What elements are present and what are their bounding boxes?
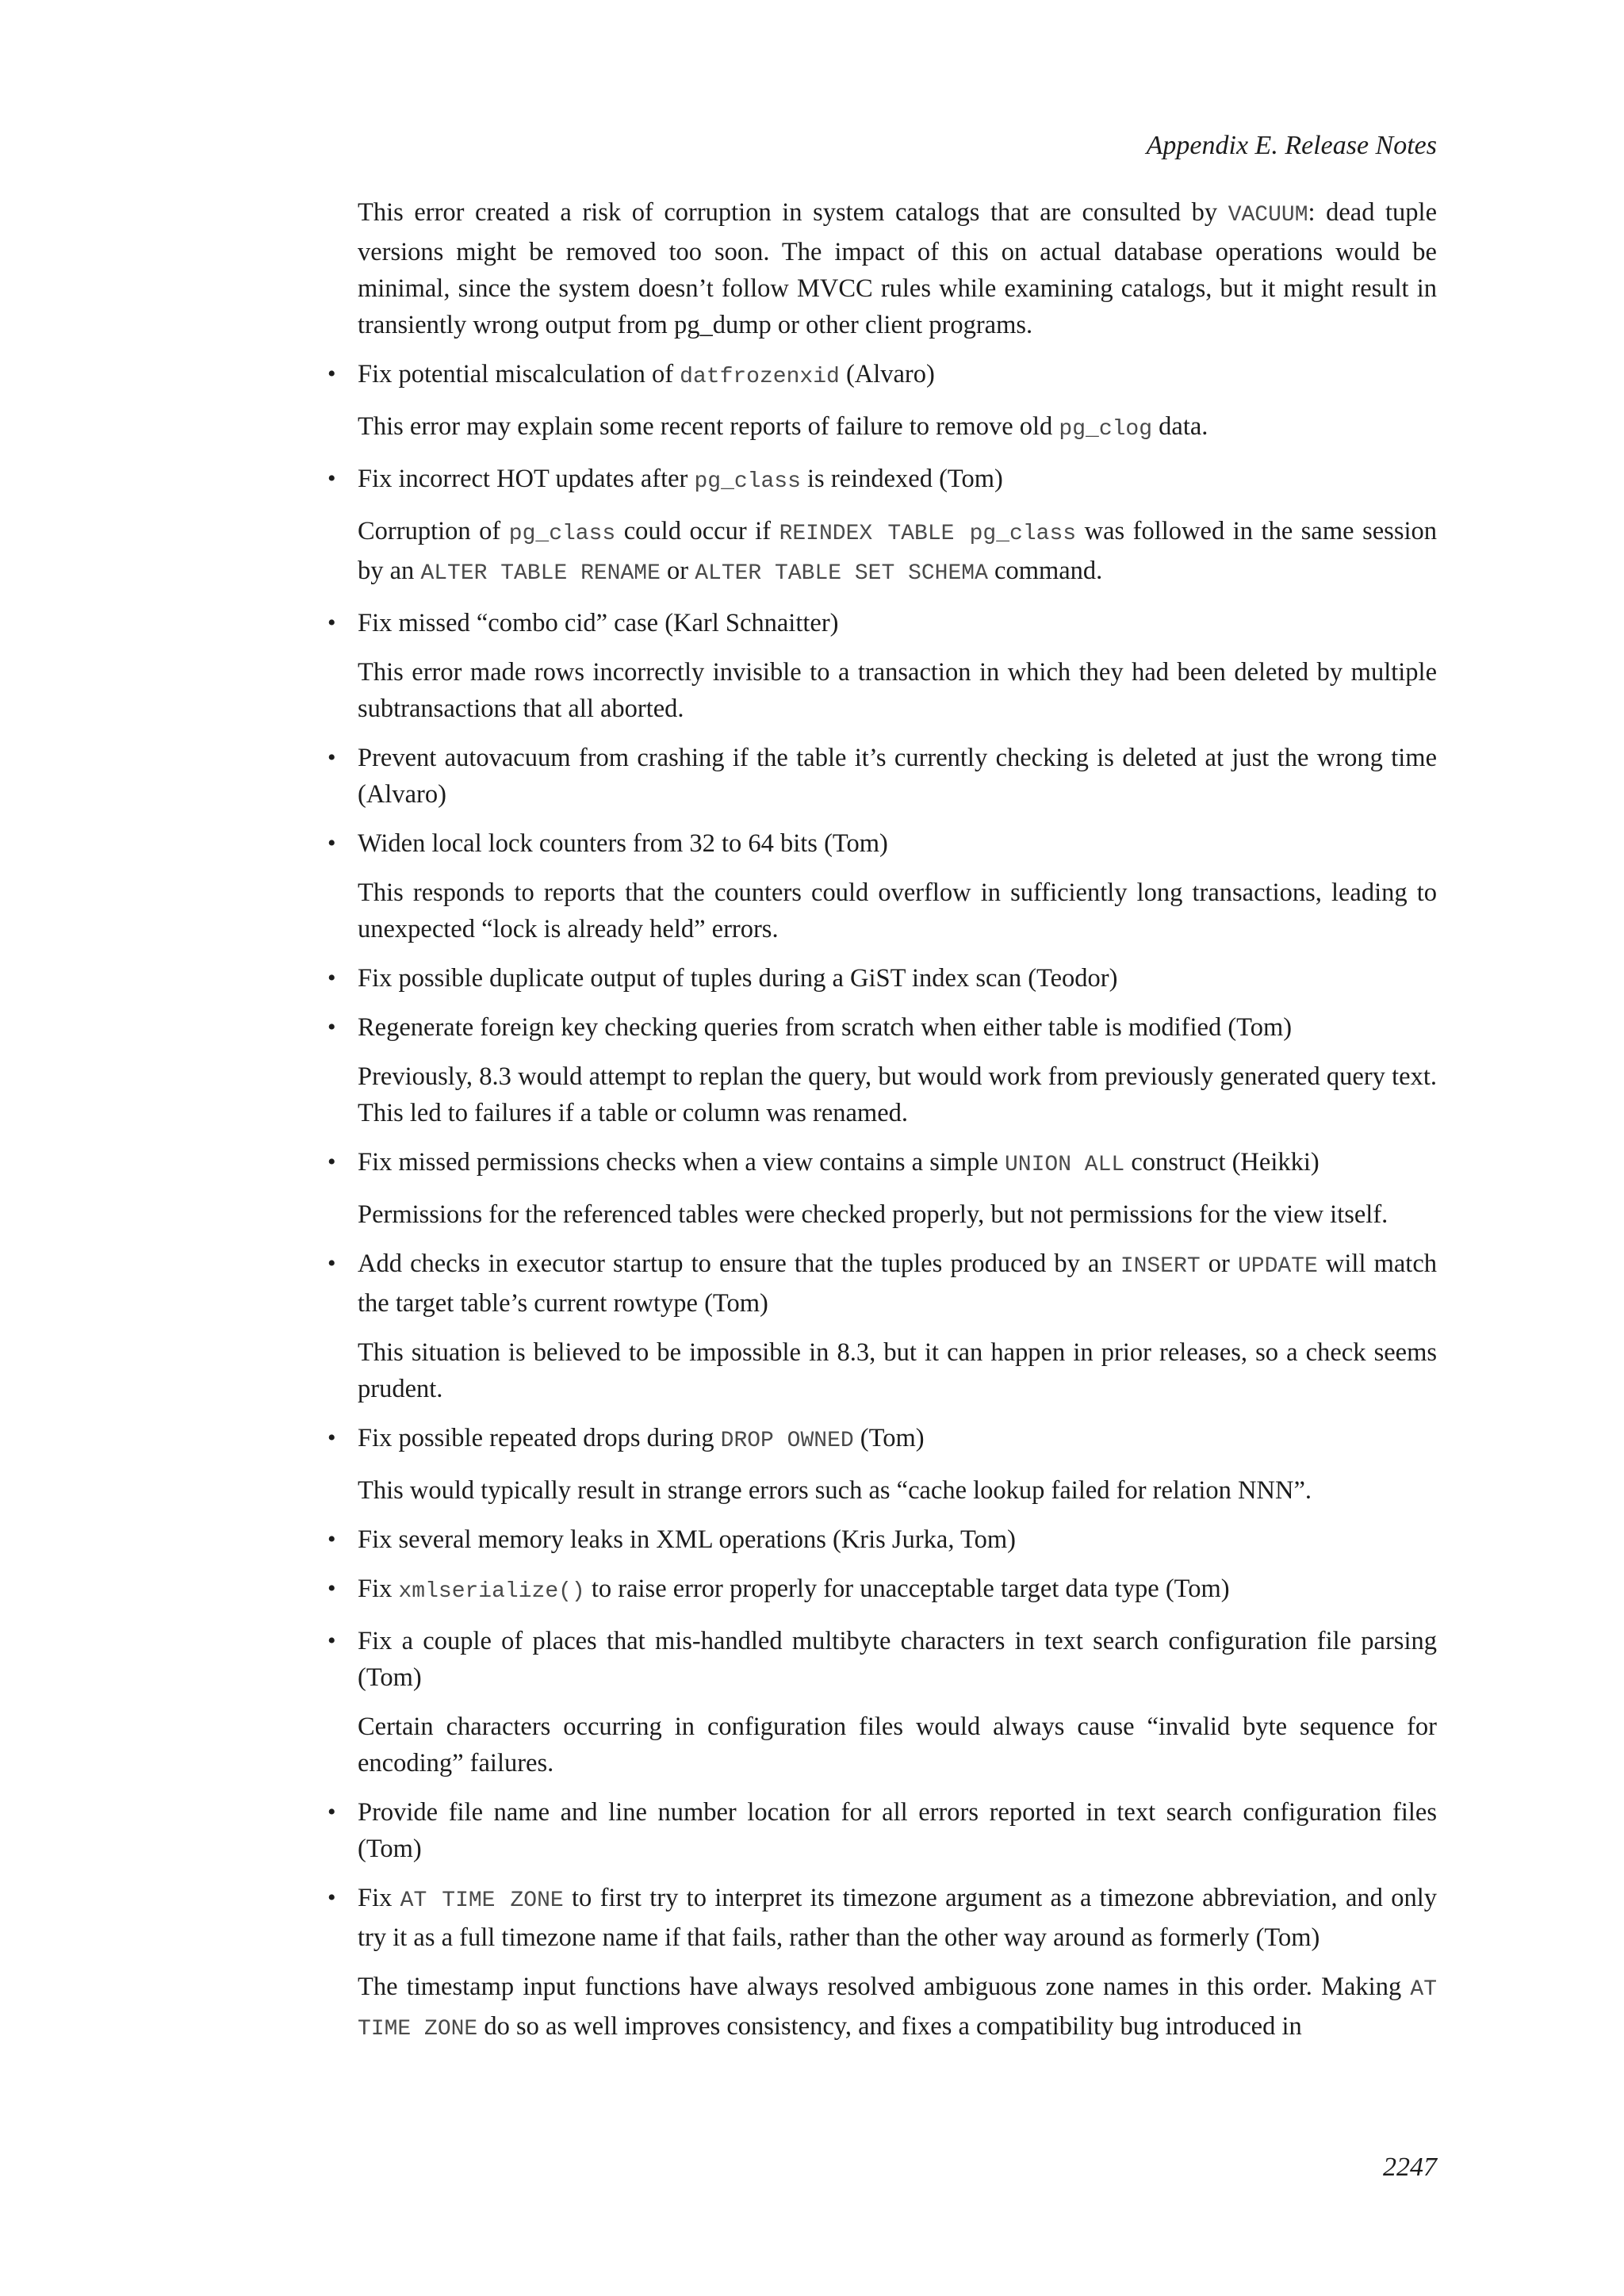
bullet-icon: • bbox=[327, 1526, 336, 1552]
text: : dead tuple versions might be removed too soon. The impact of this on actual database operations would be minimal, since the system doesn’t follow MVCC rules while examining catalogs, but it might result in transiently wrong output from pg_dump or other client programs. bbox=[358, 198, 1437, 339]
list-item bbox=[327, 1246, 1438, 1322]
list-item bbox=[327, 605, 1437, 641]
code-literal: ALTER TABLE SET SCHEMA bbox=[695, 561, 988, 586]
list-item bbox=[327, 1880, 1437, 1956]
text: Fix a couple of places that mis-handled multibyte characters in text search configuration file parsing (Tom) bbox=[358, 1627, 1437, 1692]
text: could occur if bbox=[615, 517, 779, 545]
bullet-icon: • bbox=[327, 361, 336, 387]
code-literal: pg_class bbox=[694, 469, 801, 494]
text: This error may explain some recent reports of failure to remove old bbox=[358, 412, 1059, 441]
paragraph bbox=[358, 1969, 1437, 2048]
code-literal: VACUUM bbox=[1228, 203, 1308, 228]
paragraph bbox=[358, 513, 1437, 592]
text: will match the target table’s current rowtype (Tom) bbox=[358, 1249, 1438, 1318]
list-item bbox=[327, 1144, 1437, 1184]
text: is reindexed (Tom) bbox=[800, 465, 1003, 493]
paragraph bbox=[358, 1196, 1437, 1233]
list-item bbox=[327, 1521, 1437, 1558]
paragraph bbox=[358, 1058, 1437, 1131]
bullet-icon: • bbox=[327, 1885, 336, 1911]
text: Prevent autovacuum from crashing if the table it’s currently checking is deleted at just the wrong time (Alvaro) bbox=[358, 744, 1437, 809]
text: or bbox=[660, 557, 695, 585]
list-item bbox=[327, 1571, 1437, 1610]
text: Fix several memory leaks in XML operations (Kris Jurka, Tom) bbox=[358, 1525, 1016, 1554]
list-item bbox=[327, 1420, 1437, 1460]
text: Widen local lock counters from 32 to 64 bits (Tom) bbox=[358, 829, 888, 858]
list-item bbox=[327, 1009, 1437, 1046]
bullet-icon: • bbox=[327, 610, 336, 636]
text: This error created a risk of corruption in system catalogs that are consulted by bbox=[358, 198, 1228, 227]
bullet-icon: • bbox=[327, 830, 336, 856]
paragraph bbox=[358, 408, 1437, 448]
bullet-icon: • bbox=[327, 1628, 336, 1654]
text: Fix bbox=[358, 1575, 399, 1603]
bullet-icon: • bbox=[327, 465, 336, 492]
bullet-icon: • bbox=[327, 744, 336, 771]
code-literal: xmlserialize() bbox=[398, 1579, 585, 1604]
text: Corruption of bbox=[358, 517, 509, 545]
list-item bbox=[327, 1623, 1437, 1696]
text: data. bbox=[1152, 412, 1208, 441]
list-item bbox=[327, 461, 1437, 500]
text: Previously, 8.3 would attempt to replan the query, but would work from previously generated query text. This led to failures if a table or column was renamed. bbox=[358, 1062, 1437, 1127]
text: Fix possible duplicate output of tuples during a GiST index scan (Teodor) bbox=[358, 964, 1118, 993]
text: Regenerate foreign key checking queries from scratch when either table is modified (Tom) bbox=[358, 1013, 1293, 1042]
code-literal: INSERT bbox=[1120, 1254, 1201, 1279]
text: This would typically result in strange errors such as “cache lookup failed for relation NNN”. bbox=[358, 1476, 1312, 1505]
text: was followed in the same session by an bbox=[358, 517, 1437, 585]
page-number: 2247 bbox=[1383, 2152, 1437, 2182]
text: The timestamp input functions have always resolved ambiguous zone names in this order. Making bbox=[358, 1973, 1411, 2001]
text: This error made rows incorrectly invisible to a transaction in which they had been deleted by multiple subtransactions that all aborted. bbox=[358, 658, 1437, 723]
running-header: Appendix E. Release Notes bbox=[1146, 131, 1437, 160]
list-item bbox=[327, 1794, 1437, 1867]
code-literal: AT TIME ZONE bbox=[358, 1977, 1437, 2042]
text: Fix missed permissions checks when a view contains a simple bbox=[358, 1148, 1005, 1177]
code-literal: pg_class bbox=[508, 522, 616, 546]
text: construct (Heikki) bbox=[1124, 1148, 1320, 1177]
text: Fix possible repeated drops during bbox=[358, 1424, 721, 1452]
code-literal: UPDATE bbox=[1237, 1254, 1318, 1279]
paragraph bbox=[358, 194, 1437, 343]
text: Fix missed “combo cid” case (Karl Schnaitter) bbox=[358, 609, 839, 637]
text: Fix bbox=[358, 1884, 400, 1912]
bullet-icon: • bbox=[327, 1575, 336, 1601]
text: to first try to interpret its timezone argument as a timezone abbreviation, and only try it as a full timezone name if that fails, rather than the other way around as formerly (Tom) bbox=[358, 1884, 1437, 1952]
release-notes-body bbox=[327, 194, 1438, 2061]
code-literal: AT TIME ZONE bbox=[400, 1888, 564, 1913]
text: Fix potential miscalculation of bbox=[358, 360, 680, 388]
paragraph bbox=[358, 1709, 1437, 1781]
code-literal: datfrozenxid bbox=[680, 365, 840, 389]
text: This responds to reports that the counters could overflow in sufficiently long transactions, leading to unexpected “lock is already held” errors. bbox=[358, 878, 1437, 943]
bullet-icon: • bbox=[327, 1149, 336, 1175]
code-literal: ALTER TABLE RENAME bbox=[420, 561, 661, 586]
text: This situation is believed to be impossible in 8.3, but it can happen in prior releases, so a check seems prudent. bbox=[358, 1338, 1437, 1403]
text: Permissions for the referenced tables were checked properly, but not permissions for the view itself. bbox=[358, 1200, 1388, 1229]
list-item bbox=[327, 960, 1437, 997]
text: to raise error properly for unacceptable target data type (Tom) bbox=[584, 1575, 1230, 1603]
list-item bbox=[327, 740, 1437, 813]
paragraph bbox=[358, 1472, 1437, 1509]
text: do so as well improves consistency, and fixes a compatibility bug introduced in bbox=[477, 2012, 1302, 2041]
paragraph bbox=[358, 1334, 1437, 1407]
bullet-icon: • bbox=[327, 1799, 336, 1825]
list-item bbox=[327, 825, 1437, 862]
bullet-icon: • bbox=[327, 1425, 336, 1451]
text: Fix incorrect HOT updates after bbox=[358, 465, 695, 493]
paragraph bbox=[358, 654, 1437, 727]
text: Add checks in executor startup to ensure that the tuples produced by an bbox=[358, 1249, 1120, 1278]
text: (Alvaro) bbox=[839, 360, 935, 388]
code-literal: UNION ALL bbox=[1004, 1153, 1125, 1177]
text: Certain characters occurring in configuration files would always cause “invalid byte sequence for encoding” failures. bbox=[358, 1712, 1437, 1777]
text: command. bbox=[987, 557, 1103, 585]
bullet-icon: • bbox=[327, 1250, 336, 1276]
text: or bbox=[1200, 1249, 1238, 1278]
bullet-icon: • bbox=[327, 965, 336, 991]
text: (Tom) bbox=[853, 1424, 925, 1452]
code-literal: REINDEX TABLE pg_class bbox=[779, 522, 1077, 546]
code-literal: DROP OWNED bbox=[720, 1429, 854, 1453]
bullet-icon: • bbox=[327, 1014, 336, 1040]
paragraph bbox=[358, 874, 1437, 947]
code-literal: pg_clog bbox=[1059, 417, 1153, 442]
list-item bbox=[327, 356, 1437, 396]
text: Provide file name and line number location for all errors reported in text search configuration files (Tom) bbox=[358, 1798, 1437, 1863]
